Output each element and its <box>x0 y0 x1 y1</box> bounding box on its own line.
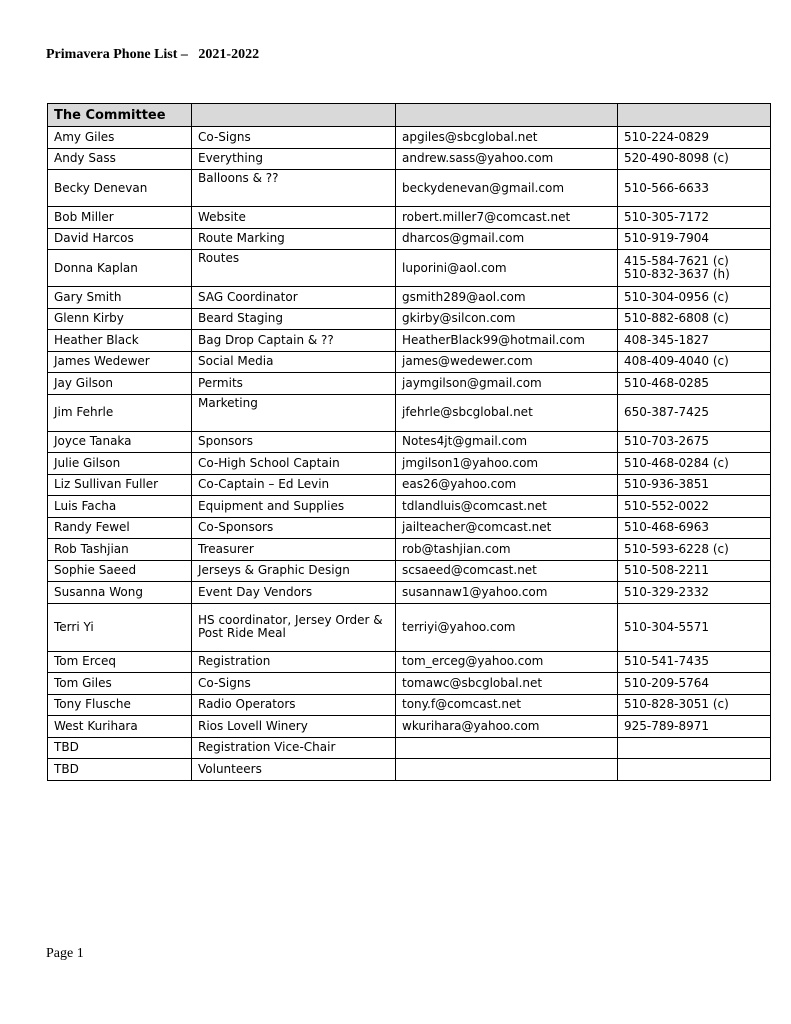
member-email[interactable]: tomawc@sbcglobal.net <box>396 673 618 695</box>
member-email[interactable]: jailteacher@comcast.net <box>396 517 618 539</box>
page-number: Page 1 <box>46 946 84 961</box>
member-name: Amy Giles <box>48 127 192 149</box>
member-name: Glenn Kirby <box>48 308 192 330</box>
member-role: Registration Vice-Chair <box>192 737 396 759</box>
member-phone <box>618 308 771 330</box>
member-name: TBD <box>48 737 192 759</box>
member-role: Sponsors <box>192 431 396 453</box>
member-role: Co-Signs <box>192 127 396 149</box>
member-email[interactable]: robert.miller7@comcast.net <box>396 207 618 229</box>
header-cell-phone <box>618 104 771 127</box>
member-email[interactable]: Notes4jt@gmail.com <box>396 431 618 453</box>
phone-number: 510-305-7172 <box>624 209 710 224</box>
phone-number: 415-584-7621 (c) <box>624 254 729 268</box>
member-phone <box>618 170 771 207</box>
member-name: Julie Gilson <box>48 453 192 475</box>
phone-number: 510-468-6963 <box>624 520 710 535</box>
member-email[interactable]: beckydenevan@gmail.com <box>396 170 618 207</box>
table-row <box>48 651 771 673</box>
member-email[interactable]: jaymgilson@gmail.com <box>396 373 618 395</box>
member-role: Registration <box>192 651 396 673</box>
phone-number: 510-304-0956 (c) <box>624 289 729 304</box>
member-email[interactable]: jfehrle@sbcglobal.net <box>396 394 618 431</box>
member-role: Balloons & ?? <box>192 170 396 207</box>
table-row <box>48 308 771 330</box>
member-name: Joyce Tanaka <box>48 431 192 453</box>
table-row <box>48 170 771 207</box>
member-name: Sophie Saeed <box>48 560 192 582</box>
table-row <box>48 517 771 539</box>
phone-number: 408-409-4040 (c) <box>624 354 729 369</box>
table-row <box>48 474 771 496</box>
member-role: Co-Captain – Ed Levin <box>192 474 396 496</box>
member-name: West Kurihara <box>48 716 192 738</box>
table-row <box>48 330 771 352</box>
member-phone <box>618 474 771 496</box>
table-row <box>48 496 771 518</box>
member-name: Luis Facha <box>48 496 192 518</box>
phone-number: 510-468-0284 (c) <box>624 455 729 470</box>
table-row <box>48 250 771 287</box>
member-role: Co-Signs <box>192 673 396 695</box>
member-name: TBD <box>48 759 192 781</box>
member-email[interactable] <box>396 759 618 781</box>
member-role: Treasurer <box>192 539 396 561</box>
member-phone <box>618 330 771 352</box>
member-name: Jim Fehrle <box>48 394 192 431</box>
page-title: Primavera Phone List – 2021-2022 <box>46 47 260 62</box>
table-row <box>48 694 771 716</box>
phone-number: 510-832-3637 (h) <box>624 267 730 281</box>
member-name: Tony Flusche <box>48 694 192 716</box>
committee-table <box>47 103 771 781</box>
member-name: Randy Fewel <box>48 517 192 539</box>
member-email[interactable]: gsmith289@aol.com <box>396 287 618 309</box>
member-role: Event Day Vendors <box>192 582 396 604</box>
member-phone <box>618 431 771 453</box>
member-phone <box>618 716 771 738</box>
member-name: Andy Sass <box>48 148 192 170</box>
phone-number: 510-882-6808 (c) <box>624 311 729 326</box>
member-phone <box>618 603 771 651</box>
member-role: Beard Staging <box>192 308 396 330</box>
phone-number: 510-919-7904 <box>624 231 710 246</box>
header-cell-email <box>396 104 618 127</box>
member-phone <box>618 582 771 604</box>
member-phone <box>618 373 771 395</box>
phone-number: 510-329-2332 <box>624 584 710 599</box>
member-email[interactable]: eas26@yahoo.com <box>396 474 618 496</box>
member-phone <box>618 453 771 475</box>
member-name: David Harcos <box>48 228 192 250</box>
member-role: Co-High School Captain <box>192 453 396 475</box>
phone-number: 510-828-3051 (c) <box>624 697 729 712</box>
member-email[interactable]: apgiles@sbcglobal.net <box>396 127 618 149</box>
table-row <box>48 127 771 149</box>
member-phone <box>618 351 771 373</box>
member-phone <box>618 127 771 149</box>
member-phone <box>618 759 771 781</box>
member-phone <box>618 517 771 539</box>
phone-number: 510-566-6633 <box>624 180 710 195</box>
member-phone <box>618 207 771 229</box>
phone-number: 510-224-0829 <box>624 129 710 144</box>
member-phone <box>618 560 771 582</box>
phone-number: 510-209-5764 <box>624 675 710 690</box>
member-email[interactable]: gkirby@silcon.com <box>396 308 618 330</box>
phone-number: 510-936-3851 <box>624 477 710 492</box>
phone-number: 510-703-2675 <box>624 434 710 449</box>
member-phone <box>618 694 771 716</box>
table-row <box>48 582 771 604</box>
member-role: Radio Operators <box>192 694 396 716</box>
member-role: HS coordinator, Jersey Order & Post Ride Meal <box>192 603 396 651</box>
committee-table-body <box>48 104 771 781</box>
member-email[interactable]: terriyi@yahoo.com <box>396 603 618 651</box>
member-email[interactable]: james@wedewer.com <box>396 351 618 373</box>
phone-number: 650-387-7425 <box>624 405 710 419</box>
phone-number: 510-593-6228 (c) <box>624 541 729 556</box>
member-role: SAG Coordinator <box>192 287 396 309</box>
table-row <box>48 148 771 170</box>
phone-number: 510-468-0285 <box>624 375 710 390</box>
member-email[interactable]: rob@tashjian.com <box>396 539 618 561</box>
header-cell-role <box>192 104 396 127</box>
member-role: Volunteers <box>192 759 396 781</box>
member-role: Co-Sponsors <box>192 517 396 539</box>
member-name: Donna Kaplan <box>48 250 192 287</box>
table-row <box>48 373 771 395</box>
member-name: Heather Black <box>48 330 192 352</box>
member-role: Route Marking <box>192 228 396 250</box>
table-row <box>48 716 771 738</box>
member-role: Everything <box>192 148 396 170</box>
table-row <box>48 539 771 561</box>
member-email[interactable] <box>396 737 618 759</box>
table-row <box>48 431 771 453</box>
member-email[interactable]: HeatherBlack99@hotmail.com <box>396 330 618 352</box>
table-row <box>48 287 771 309</box>
member-name: Liz Sullivan Fuller <box>48 474 192 496</box>
member-role: Bag Drop Captain & ?? <box>192 330 396 352</box>
member-phone <box>618 287 771 309</box>
table-row <box>48 351 771 373</box>
member-email[interactable]: luporini@aol.com <box>396 250 618 287</box>
member-name: Bob Miller <box>48 207 192 229</box>
member-phone <box>618 148 771 170</box>
member-name: Becky Denevan <box>48 170 192 207</box>
member-phone <box>618 539 771 561</box>
phone-number: 510-304-5571 <box>624 619 710 634</box>
member-name: Rob Tashjian <box>48 539 192 561</box>
member-phone <box>618 673 771 695</box>
member-role: Permits <box>192 373 396 395</box>
phone-number: 408-345-1827 <box>624 332 710 347</box>
phone-number: 925-789-8971 <box>624 718 710 733</box>
member-name: Tom Giles <box>48 673 192 695</box>
table-row <box>48 737 771 759</box>
member-email[interactable]: andrew.sass@yahoo.com <box>396 148 618 170</box>
table-row <box>48 453 771 475</box>
member-role: Website <box>192 207 396 229</box>
member-role: Social Media <box>192 351 396 373</box>
phone-number: 510-541-7435 <box>624 654 710 669</box>
member-phone <box>618 651 771 673</box>
member-role: Rios Lovell Winery <box>192 716 396 738</box>
member-name: James Wedewer <box>48 351 192 373</box>
member-email[interactable]: jmgilson1@yahoo.com <box>396 453 618 475</box>
table-row <box>48 207 771 229</box>
table-row <box>48 673 771 695</box>
member-phone <box>618 496 771 518</box>
member-role: Marketing <box>192 394 396 431</box>
table-row <box>48 603 771 651</box>
member-role: Equipment and Supplies <box>192 496 396 518</box>
member-email[interactable]: tony.f@comcast.net <box>396 694 618 716</box>
header-cell-committee: The Committee <box>48 104 192 127</box>
member-role: Jerseys & Graphic Design <box>192 560 396 582</box>
phone-number: 510-508-2211 <box>624 563 710 578</box>
member-email[interactable]: tdlandluis@comcast.net <box>396 496 618 518</box>
phone-number: 520-490-8098 (c) <box>624 151 729 166</box>
member-email[interactable]: dharcos@gmail.com <box>396 228 618 250</box>
member-name: Jay Gilson <box>48 373 192 395</box>
member-phone <box>618 250 771 287</box>
member-email[interactable]: scsaeed@comcast.net <box>396 560 618 582</box>
member-phone <box>618 228 771 250</box>
member-phone <box>618 737 771 759</box>
member-name: Terri Yi <box>48 603 192 651</box>
table-row <box>48 394 771 431</box>
table-row <box>48 228 771 250</box>
member-name: Gary Smith <box>48 287 192 309</box>
member-role: Routes <box>192 250 396 287</box>
phone-number: 510-552-0022 <box>624 498 710 513</box>
member-email[interactable]: tom_erceg@yahoo.com <box>396 651 618 673</box>
table-header-row <box>48 104 771 127</box>
member-email[interactable]: susannaw1@yahoo.com <box>396 582 618 604</box>
table-row <box>48 759 771 781</box>
member-name: Tom Erceq <box>48 651 192 673</box>
member-phone <box>618 394 771 431</box>
table-row <box>48 560 771 582</box>
member-name: Susanna Wong <box>48 582 192 604</box>
member-email[interactable]: wkurihara@yahoo.com <box>396 716 618 738</box>
